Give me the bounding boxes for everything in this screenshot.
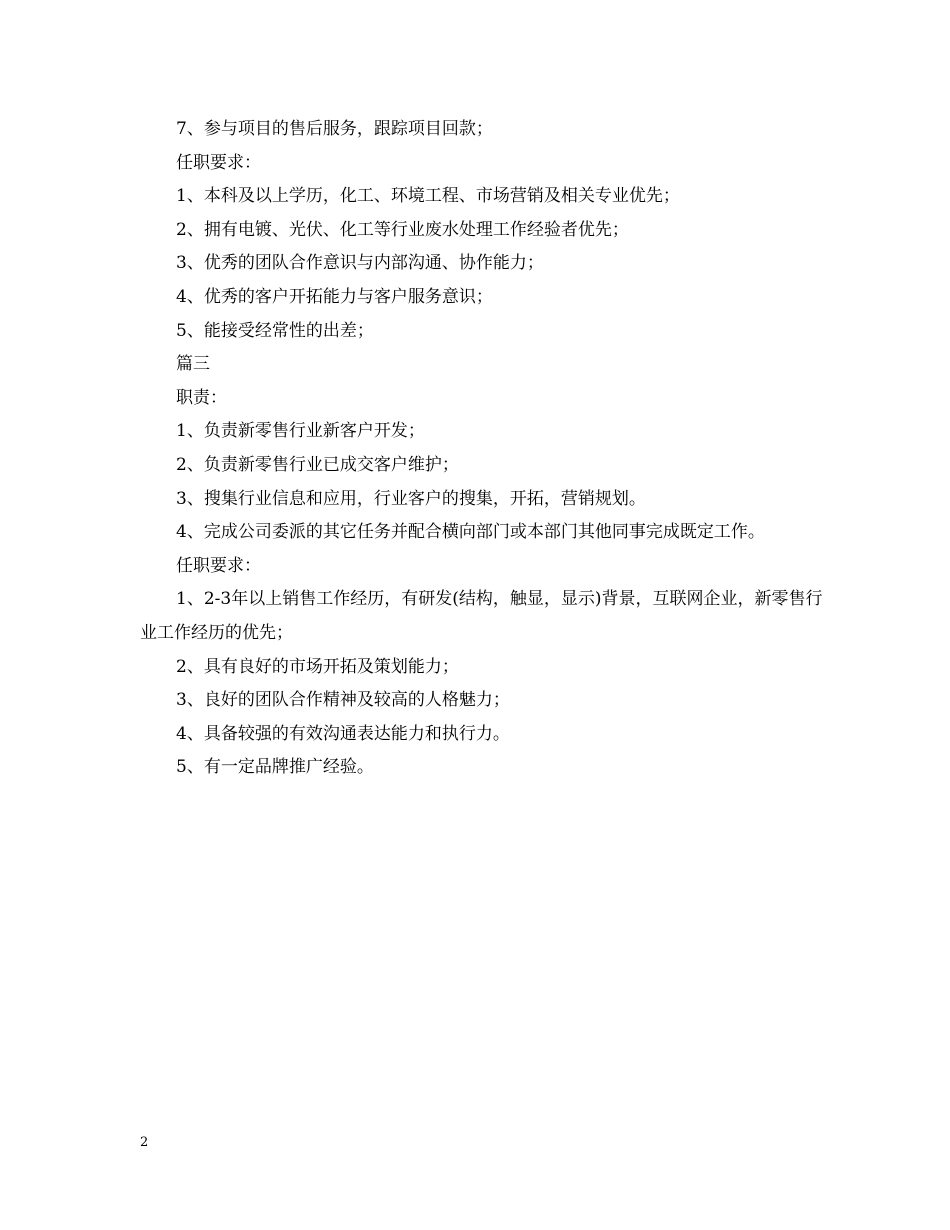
paragraph: 3、优秀的团队合作意识与内部沟通、协作能力； [176, 253, 544, 274]
paragraph: 3、搜集行业信息和应用，行业客户的搜集，开拓，营销规划。 [176, 488, 646, 509]
paragraph: 2、具有良好的市场开拓及策划能力； [176, 656, 459, 677]
paragraph: 2、拥有电镀、光伏、化工等行业废水处理工作经验者优先； [176, 219, 629, 240]
paragraph: 4、具备较强的有效沟通表达能力和执行力。 [176, 723, 510, 744]
paragraph: 5、有一定品牌推广经验。 [176, 757, 374, 778]
section-heading: 任职要求： [176, 555, 261, 576]
section-heading: 任职要求： [176, 152, 261, 173]
paragraph: 2、负责新零售行业已成交客户维护； [176, 454, 459, 475]
section-heading: 职责： [176, 387, 227, 408]
paragraph: 4、优秀的客户开拓能力与客户服务意识； [176, 286, 493, 307]
paragraph: 1、2-3年以上销售工作经历，有研发(结构，触显，显示)背景，互联网企业，新零售行业工作经历的优先； [140, 589, 823, 643]
paragraph: 1、负责新零售行业新客户开发； [176, 421, 425, 442]
paragraph: 7、参与项目的售后服务，跟踪项目回款； [176, 119, 493, 139]
document-body [140, 113, 830, 785]
paragraph: 5、能接受经常性的出差； [176, 320, 374, 341]
page-number: 2 [140, 1135, 149, 1150]
paragraph: 1、本科及以上学历，化工、环境工程、市场营销及相关专业优先； [176, 186, 680, 207]
paragraph: 3、良好的团队合作精神及较高的人格魅力； [176, 690, 510, 711]
paragraph: 4、完成公司委派的其它任务并配合横向部门或本部门其他同事完成既定工作。 [176, 522, 765, 543]
section-heading: 篇三 [176, 354, 210, 375]
